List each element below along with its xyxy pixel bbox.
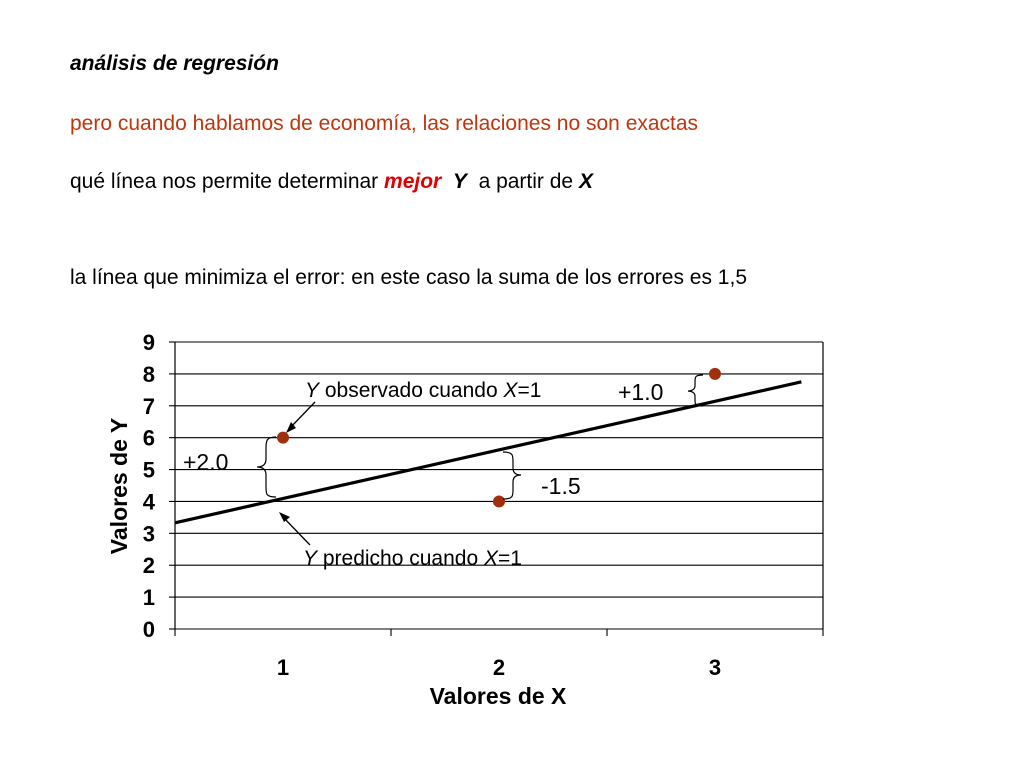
question-y-var: Y [452,170,467,193]
conclusion: la línea que minimiza el error: en este caso la suma de los errores es 1,5 [70,266,747,289]
xtick-label-2: 2 [492,655,506,680]
observed-text: observado cuando [319,379,504,402]
brace-err2 [503,452,521,499]
question-prefix: qué línea nos permite determinar [70,170,379,193]
observed-arrow [286,402,315,433]
ytick-label-9: 9 [142,330,155,355]
observed-y: Y [305,379,320,402]
observed-annotation [305,379,541,402]
ytick-label-6: 6 [142,425,155,451]
subtitle: pero cuando hablamos de economía, las relaciones no son exactas [70,112,699,135]
data-point-1 [277,432,289,444]
ytick-label-8: 8 [142,361,155,387]
observed-suffix: =1 [517,379,542,402]
predicted-x: X [483,547,498,570]
err2-label: -1.5 [541,473,581,499]
ytick-label-1: 1 [142,585,155,611]
data-point-3 [709,368,721,380]
observed-x: X [503,379,518,402]
err1-label: +2.0 [183,449,229,475]
err3-label: +1.0 [618,379,664,405]
data-point-2 [493,495,505,507]
predicted-annotation [303,547,522,570]
question-middle: a partir de [478,170,574,193]
ytick-label-2: 2 [142,553,155,579]
x-axis-label: Valores de X [429,683,567,709]
ytick-label-7: 7 [142,393,155,419]
xtick-label-3: 3 [708,655,722,680]
predicted-text: predicho cuando [317,547,484,570]
question-x-var: X [578,170,593,193]
heading: análisis de regresión [70,52,279,75]
predicted-arrow [279,512,310,545]
ytick-label-0: 0 [142,617,155,642]
brace-err3 [688,375,703,406]
xtick-label-1: 1 [276,655,290,680]
question-emphasis: mejor [384,170,442,193]
ytick-label-4: 4 [142,489,155,515]
ytick-label-3: 3 [142,521,155,547]
y-axis-label: Valores de Y [106,417,132,555]
ytick-label-5: 5 [142,457,155,483]
predicted-suffix: =1 [498,547,522,570]
predicted-y: Y [303,547,318,570]
brace-err1 [257,437,276,497]
